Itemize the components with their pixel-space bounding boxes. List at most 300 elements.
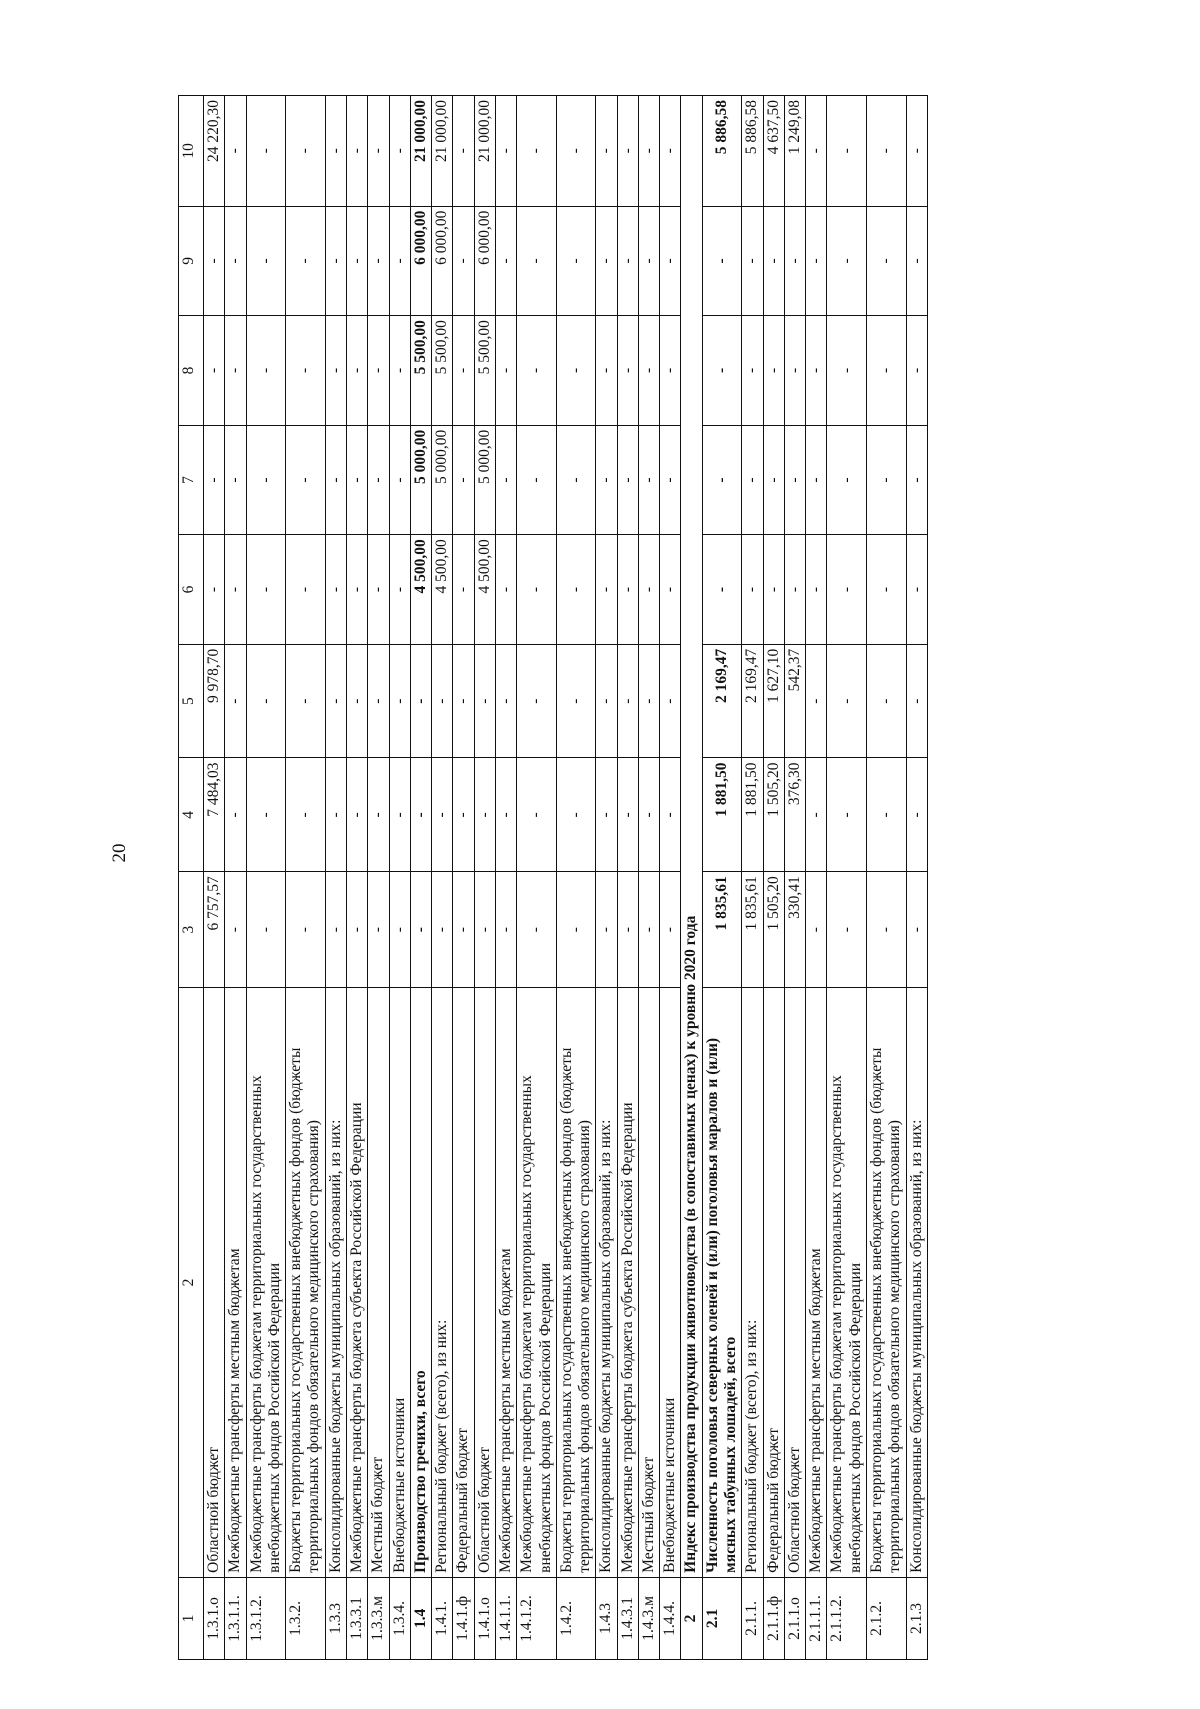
row-value-col-7: - bbox=[763, 425, 784, 535]
row-value-col-8: - bbox=[495, 316, 516, 426]
row-value-col-10: - bbox=[638, 96, 659, 207]
row-name: Межбюджетные трансферты местным бюджетам bbox=[806, 988, 827, 1578]
row-name: Межбюджетные трансферты бюджетам территориальных государственных внебюджетных фондов Российской Федерации bbox=[246, 988, 286, 1578]
row-code: 1.3.3.1 bbox=[346, 1577, 367, 1659]
row-value-col-9: - bbox=[742, 206, 763, 316]
row-value-col-5: - bbox=[432, 644, 453, 758]
row-value-col-3: 1 505,20 bbox=[763, 872, 784, 988]
row-code: 2.1.1.1. bbox=[806, 1577, 827, 1659]
row-value-col-9: - bbox=[596, 206, 617, 316]
row-value-col-10: - bbox=[389, 96, 410, 207]
row-value-col-10: 21 000,00 bbox=[474, 96, 495, 207]
table-row bbox=[806, 96, 827, 1660]
row-code: 2.1.1.2. bbox=[827, 1577, 867, 1659]
column-header-2: 2 bbox=[179, 988, 204, 1578]
row-value-col-5: - bbox=[346, 644, 367, 758]
row-value-col-8: - bbox=[742, 316, 763, 426]
row-value-col-5: - bbox=[660, 644, 681, 758]
row-value-col-6: - bbox=[867, 535, 907, 645]
row-value-col-6: - bbox=[906, 535, 927, 645]
row-name: Внебюджетные источники bbox=[389, 988, 410, 1578]
row-value-col-6: - bbox=[453, 535, 474, 645]
row-name: Федеральный бюджет bbox=[763, 988, 784, 1578]
row-value-col-4: - bbox=[346, 758, 367, 872]
row-value-col-4: 1 881,50 bbox=[742, 758, 763, 872]
row-value-col-4: - bbox=[495, 758, 516, 872]
row-name: Областной бюджет bbox=[474, 988, 495, 1578]
row-value-col-9: - bbox=[638, 206, 659, 316]
column-header-5: 5 bbox=[179, 644, 204, 758]
row-value-col-5: - bbox=[246, 644, 286, 758]
table-body bbox=[204, 96, 928, 1660]
row-value-col-10: - bbox=[325, 96, 346, 207]
row-value-col-5: - bbox=[286, 644, 326, 758]
row-value-col-10: 5 886,58 bbox=[742, 96, 763, 207]
row-value-col-6: - bbox=[556, 535, 596, 645]
row-value-col-3: - bbox=[474, 872, 495, 988]
row-value-col-4: - bbox=[368, 758, 389, 872]
row-value-col-7: - bbox=[225, 425, 246, 535]
row-name: Бюджеты территориальных государственных внебюджетных фондов (бюджеты территориальных фондов обязательного медицинского страхования) bbox=[867, 988, 907, 1578]
row-value-col-9: - bbox=[246, 206, 286, 316]
row-value-col-6: - bbox=[495, 535, 516, 645]
row-value-col-10: - bbox=[517, 96, 557, 207]
row-value-col-6: 4 500,00 bbox=[432, 535, 453, 645]
row-name: Межбюджетные трансферты местным бюджетам bbox=[225, 988, 246, 1578]
row-value-col-7: - bbox=[286, 425, 326, 535]
row-value-col-8: - bbox=[827, 316, 867, 426]
row-value-col-7: - bbox=[346, 425, 367, 535]
table-row bbox=[906, 96, 927, 1660]
column-header-9: 9 bbox=[179, 206, 204, 316]
row-value-col-8: - bbox=[617, 316, 638, 426]
row-value-col-8: - bbox=[368, 316, 389, 426]
row-value-col-8: - bbox=[204, 316, 225, 426]
row-value-col-5: - bbox=[474, 644, 495, 758]
table-row bbox=[346, 96, 367, 1660]
row-value-col-6: - bbox=[784, 535, 805, 645]
row-code: 2.1.1.о bbox=[784, 1577, 805, 1659]
row-value-col-9: - bbox=[495, 206, 516, 316]
row-code: 1.4.1.ф bbox=[453, 1577, 474, 1659]
row-value-col-4: - bbox=[906, 758, 927, 872]
row-value-col-4: - bbox=[286, 758, 326, 872]
row-code: 1.3.3.м bbox=[368, 1577, 389, 1659]
table-row bbox=[596, 96, 617, 1660]
row-value-col-3: - bbox=[325, 872, 346, 988]
row-value-col-10: 1 249,08 bbox=[784, 96, 805, 207]
row-value-col-3: - bbox=[596, 872, 617, 988]
row-value-col-6: - bbox=[204, 535, 225, 645]
row-code: 1.4 bbox=[410, 1577, 431, 1659]
row-value-col-3: - bbox=[867, 872, 907, 988]
column-header-1: 1 bbox=[179, 1577, 204, 1659]
row-value-col-5: - bbox=[827, 644, 867, 758]
row-code: 2 bbox=[681, 1577, 702, 1659]
row-value-col-7: - bbox=[368, 425, 389, 535]
row-value-col-7: - bbox=[806, 425, 827, 535]
row-value-col-4: - bbox=[806, 758, 827, 872]
row-name: Областной бюджет bbox=[204, 988, 225, 1578]
table-row bbox=[410, 96, 431, 1660]
column-header-6: 6 bbox=[179, 535, 204, 645]
row-value-col-3: - bbox=[806, 872, 827, 988]
table-row bbox=[517, 96, 557, 1660]
row-value-col-4: - bbox=[474, 758, 495, 872]
row-code: 1.4.3 bbox=[596, 1577, 617, 1659]
row-value-col-5: - bbox=[806, 644, 827, 758]
row-value-col-3: - bbox=[660, 872, 681, 988]
row-value-col-8: - bbox=[867, 316, 907, 426]
table-row bbox=[702, 96, 742, 1660]
rotated-table-container bbox=[178, 95, 1063, 1660]
row-value-col-3: - bbox=[827, 872, 867, 988]
row-value-col-3: - bbox=[368, 872, 389, 988]
row-code: 1.4.1.1. bbox=[495, 1577, 516, 1659]
row-value-col-6: 4 500,00 bbox=[474, 535, 495, 645]
row-value-col-6: - bbox=[246, 535, 286, 645]
row-value-col-8: 5 500,00 bbox=[410, 316, 431, 426]
table-row bbox=[453, 96, 474, 1660]
row-name: Бюджеты территориальных государственных внебюджетных фондов (бюджеты территориальных фондов обязательного медицинского страхования) bbox=[556, 988, 596, 1578]
row-value-col-8: - bbox=[225, 316, 246, 426]
row-value-col-5: - bbox=[517, 644, 557, 758]
column-header-3: 3 bbox=[179, 872, 204, 988]
row-value-col-3: 1 835,61 bbox=[742, 872, 763, 988]
row-value-col-7: - bbox=[389, 425, 410, 535]
row-value-col-7: - bbox=[325, 425, 346, 535]
row-code: 2.1.2. bbox=[867, 1577, 907, 1659]
row-name: Численность поголовья северных оленей и (или) поголовья маралов и (или) мясных табунных лошадей, всего bbox=[702, 988, 742, 1578]
table-row bbox=[617, 96, 638, 1660]
row-value-col-6: - bbox=[638, 535, 659, 645]
row-value-col-5: 2 169,47 bbox=[742, 644, 763, 758]
row-value-col-9: - bbox=[827, 206, 867, 316]
row-value-col-9: - bbox=[556, 206, 596, 316]
row-value-col-9: - bbox=[286, 206, 326, 316]
table-row bbox=[432, 96, 453, 1660]
row-value-col-4: 1 505,20 bbox=[763, 758, 784, 872]
row-value-col-10: - bbox=[556, 96, 596, 207]
row-value-col-7: - bbox=[596, 425, 617, 535]
row-value-col-5: - bbox=[638, 644, 659, 758]
row-value-col-4: - bbox=[410, 758, 431, 872]
page-number: 20 bbox=[109, 843, 130, 863]
row-value-col-8: - bbox=[596, 316, 617, 426]
row-value-col-6: - bbox=[596, 535, 617, 645]
row-value-col-9: - bbox=[806, 206, 827, 316]
row-name: Межбюджетные трансферты бюджетам территориальных государственных внебюджетных фондов Российской Федерации bbox=[517, 988, 557, 1578]
row-value-col-8: - bbox=[763, 316, 784, 426]
row-value-col-3: - bbox=[346, 872, 367, 988]
row-value-col-3: - bbox=[617, 872, 638, 988]
row-value-col-10: - bbox=[246, 96, 286, 207]
column-header-8: 8 bbox=[179, 316, 204, 426]
row-value-col-8: - bbox=[806, 316, 827, 426]
row-value-col-4: - bbox=[517, 758, 557, 872]
row-value-col-4: 376,30 bbox=[784, 758, 805, 872]
row-value-col-7: - bbox=[246, 425, 286, 535]
row-code: 1.4.1.о bbox=[474, 1577, 495, 1659]
table-row bbox=[495, 96, 516, 1660]
row-value-col-5: - bbox=[596, 644, 617, 758]
row-value-col-3: - bbox=[556, 872, 596, 988]
row-value-col-4: - bbox=[867, 758, 907, 872]
row-name: Региональный бюджет (всего), из них: bbox=[742, 988, 763, 1578]
table-row bbox=[742, 96, 763, 1660]
row-name: Консолидированные бюджеты муниципальных образований, из них: bbox=[325, 988, 346, 1578]
row-value-col-10: 24 220,30 bbox=[204, 96, 225, 207]
row-name: Производство гречихи, всего bbox=[410, 988, 431, 1578]
row-name: Внебюджетные источники bbox=[660, 988, 681, 1578]
row-value-col-3: - bbox=[286, 872, 326, 988]
row-code: 2.1 bbox=[702, 1577, 742, 1659]
table-row bbox=[681, 96, 702, 1660]
row-value-col-5: - bbox=[556, 644, 596, 758]
row-value-col-8: - bbox=[638, 316, 659, 426]
row-value-col-3: - bbox=[432, 872, 453, 988]
row-value-col-10: - bbox=[495, 96, 516, 207]
row-value-col-9: 6 000,00 bbox=[432, 206, 453, 316]
row-value-col-8: - bbox=[389, 316, 410, 426]
row-code: 1.3.1.о bbox=[204, 1577, 225, 1659]
row-code: 1.4.1. bbox=[432, 1577, 453, 1659]
row-value-col-3: - bbox=[906, 872, 927, 988]
row-value-col-3: - bbox=[410, 872, 431, 988]
row-value-col-7: - bbox=[638, 425, 659, 535]
row-value-col-4: - bbox=[432, 758, 453, 872]
row-value-col-10: - bbox=[596, 96, 617, 207]
row-code: 1.4.3.м bbox=[638, 1577, 659, 1659]
row-name: Бюджеты территориальных государственных внебюджетных фондов (бюджеты территориальных фондов обязательного медицинского страхования) bbox=[286, 988, 326, 1578]
row-value-col-10: - bbox=[867, 96, 907, 207]
row-value-col-9: - bbox=[368, 206, 389, 316]
row-value-col-10: - bbox=[225, 96, 246, 207]
row-value-col-7: 5 000,00 bbox=[410, 425, 431, 535]
row-value-col-4: - bbox=[556, 758, 596, 872]
row-value-col-5: - bbox=[410, 644, 431, 758]
row-value-col-6: - bbox=[763, 535, 784, 645]
row-value-col-10: - bbox=[806, 96, 827, 207]
row-value-col-3: - bbox=[495, 872, 516, 988]
row-value-col-4: - bbox=[389, 758, 410, 872]
row-value-col-8: - bbox=[660, 316, 681, 426]
table-row bbox=[246, 96, 286, 1660]
row-value-col-5: 542,37 bbox=[784, 644, 805, 758]
row-value-col-6: - bbox=[660, 535, 681, 645]
row-value-col-5: 2 169,47 bbox=[702, 644, 742, 758]
row-value-col-9: 6 000,00 bbox=[474, 206, 495, 316]
row-value-col-4: 1 881,50 bbox=[702, 758, 742, 872]
row-value-col-5: - bbox=[225, 644, 246, 758]
table-row bbox=[286, 96, 326, 1660]
row-value-col-10: - bbox=[660, 96, 681, 207]
row-value-col-10: - bbox=[453, 96, 474, 207]
row-value-col-7: - bbox=[867, 425, 907, 535]
row-name: Федеральный бюджет bbox=[453, 988, 474, 1578]
row-value-col-7: - bbox=[453, 425, 474, 535]
row-value-col-7: - bbox=[742, 425, 763, 535]
row-value-col-4: - bbox=[827, 758, 867, 872]
row-name: Областной бюджет bbox=[784, 988, 805, 1578]
row-value-col-5: 9 978,70 bbox=[204, 644, 225, 758]
row-value-col-7: - bbox=[495, 425, 516, 535]
table-row bbox=[389, 96, 410, 1660]
table-row bbox=[325, 96, 346, 1660]
row-value-col-10: - bbox=[346, 96, 367, 207]
row-value-col-7: - bbox=[517, 425, 557, 535]
row-value-col-10: 5 886,58 bbox=[702, 96, 742, 207]
row-value-col-6: - bbox=[325, 535, 346, 645]
table-row bbox=[784, 96, 805, 1660]
row-value-col-7: - bbox=[617, 425, 638, 535]
row-value-col-5: - bbox=[495, 644, 516, 758]
row-value-col-4: - bbox=[225, 758, 246, 872]
row-value-col-4: - bbox=[453, 758, 474, 872]
row-value-col-9: - bbox=[225, 206, 246, 316]
row-code: 1.4.2. bbox=[556, 1577, 596, 1659]
row-value-col-9: - bbox=[453, 206, 474, 316]
row-value-col-7: - bbox=[827, 425, 867, 535]
row-value-col-10: - bbox=[827, 96, 867, 207]
header-row bbox=[179, 96, 204, 1660]
row-name: Региональный бюджет (всего), из них: bbox=[432, 988, 453, 1578]
row-value-col-3: 6 757,57 bbox=[204, 872, 225, 988]
row-value-col-3: - bbox=[517, 872, 557, 988]
row-value-col-8: - bbox=[556, 316, 596, 426]
row-code: 2.1.3 bbox=[906, 1577, 927, 1659]
row-value-col-10: - bbox=[906, 96, 927, 207]
row-value-col-6: - bbox=[806, 535, 827, 645]
row-value-col-7: - bbox=[784, 425, 805, 535]
row-code: 1.3.4. bbox=[389, 1577, 410, 1659]
table-row bbox=[638, 96, 659, 1660]
table-row bbox=[204, 96, 225, 1660]
row-value-col-3: - bbox=[389, 872, 410, 988]
row-value-col-4: - bbox=[325, 758, 346, 872]
row-value-col-7: - bbox=[660, 425, 681, 535]
row-value-col-5: - bbox=[617, 644, 638, 758]
row-value-col-5: - bbox=[453, 644, 474, 758]
row-value-col-7: - bbox=[906, 425, 927, 535]
row-value-col-8: - bbox=[517, 316, 557, 426]
row-value-col-10: - bbox=[286, 96, 326, 207]
row-name: Консолидированные бюджеты муниципальных образований, из них: bbox=[906, 988, 927, 1578]
row-value-col-8: - bbox=[246, 316, 286, 426]
row-value-col-6: - bbox=[827, 535, 867, 645]
row-value-col-9: - bbox=[906, 206, 927, 316]
row-code: 1.4.3.1 bbox=[617, 1577, 638, 1659]
row-code: 1.3.1.2. bbox=[246, 1577, 286, 1659]
row-value-col-5: - bbox=[867, 644, 907, 758]
row-value-col-10: 4 637,50 bbox=[763, 96, 784, 207]
row-name: Местный бюджет bbox=[368, 988, 389, 1578]
row-value-col-6: - bbox=[225, 535, 246, 645]
row-value-col-8: - bbox=[286, 316, 326, 426]
row-value-col-4: - bbox=[246, 758, 286, 872]
row-value-col-9: 6 000,00 bbox=[410, 206, 431, 316]
row-value-col-10: - bbox=[617, 96, 638, 207]
row-value-col-7: 5 000,00 bbox=[474, 425, 495, 535]
row-value-col-3: - bbox=[638, 872, 659, 988]
row-code: 1.4.1.2. bbox=[517, 1577, 557, 1659]
row-value-col-7: - bbox=[702, 425, 742, 535]
row-name: Межбюджетные трансферты бюджетам территориальных государственных внебюджетных фондов Российской Федерации bbox=[827, 988, 867, 1578]
row-name: Межбюджетные трансферты местным бюджетам bbox=[495, 988, 516, 1578]
row-value-col-9: - bbox=[389, 206, 410, 316]
row-value-col-6: - bbox=[286, 535, 326, 645]
row-value-col-8: 5 500,00 bbox=[474, 316, 495, 426]
row-value-col-5: - bbox=[906, 644, 927, 758]
row-value-col-8: - bbox=[906, 316, 927, 426]
row-value-col-8: - bbox=[702, 316, 742, 426]
row-code: 1.3.3 bbox=[325, 1577, 346, 1659]
row-code: 1.3.2. bbox=[286, 1577, 326, 1659]
row-value-col-4: - bbox=[660, 758, 681, 872]
row-code: 2.1.1. bbox=[742, 1577, 763, 1659]
row-value-col-3: - bbox=[225, 872, 246, 988]
row-value-col-8: - bbox=[325, 316, 346, 426]
row-value-col-6: - bbox=[702, 535, 742, 645]
row-code: 1.4.4. bbox=[660, 1577, 681, 1659]
row-value-col-9: - bbox=[784, 206, 805, 316]
budget-table bbox=[178, 95, 928, 1660]
row-value-col-3: - bbox=[246, 872, 286, 988]
row-value-col-5: 1 627,10 bbox=[763, 644, 784, 758]
row-value-col-6: - bbox=[368, 535, 389, 645]
row-value-col-10: - bbox=[368, 96, 389, 207]
row-name: Местный бюджет bbox=[638, 988, 659, 1578]
row-code: 2.1.1.ф bbox=[763, 1577, 784, 1659]
row-value-col-10: 21 000,00 bbox=[410, 96, 431, 207]
row-value-col-4: 7 484,03 bbox=[204, 758, 225, 872]
row-value-col-9: - bbox=[660, 206, 681, 316]
row-value-col-6: - bbox=[389, 535, 410, 645]
row-code: 1.3.1.1. bbox=[225, 1577, 246, 1659]
row-value-col-9: - bbox=[617, 206, 638, 316]
row-value-col-4: - bbox=[596, 758, 617, 872]
row-value-col-8: - bbox=[453, 316, 474, 426]
table-row bbox=[827, 96, 867, 1660]
row-value-col-9: - bbox=[517, 206, 557, 316]
row-name: Межбюджетные трансферты бюджета субъекта Российской Федерации bbox=[617, 988, 638, 1578]
row-value-col-5: - bbox=[368, 644, 389, 758]
row-value-col-9: - bbox=[325, 206, 346, 316]
row-value-col-9: - bbox=[346, 206, 367, 316]
row-value-col-3: 1 835,61 bbox=[702, 872, 742, 988]
row-value-col-6: - bbox=[742, 535, 763, 645]
row-value-col-8: - bbox=[346, 316, 367, 426]
row-name: Межбюджетные трансферты бюджета субъекта Российской Федерации bbox=[346, 988, 367, 1578]
table-row bbox=[556, 96, 596, 1660]
table-row bbox=[474, 96, 495, 1660]
table-row bbox=[660, 96, 681, 1660]
row-value-col-3: - bbox=[453, 872, 474, 988]
row-value-col-7: - bbox=[556, 425, 596, 535]
row-value-col-7: 5 000,00 bbox=[432, 425, 453, 535]
row-value-col-5: - bbox=[389, 644, 410, 758]
table-row bbox=[867, 96, 907, 1660]
column-header-10: 10 bbox=[179, 96, 204, 207]
table-row bbox=[368, 96, 389, 1660]
row-value-col-6: - bbox=[517, 535, 557, 645]
column-header-7: 7 bbox=[179, 425, 204, 535]
table-row bbox=[225, 96, 246, 1660]
row-value-col-10: 21 000,00 bbox=[432, 96, 453, 207]
row-name: Индекс производства продукции животноводства (в сопоставимых ценах) к уровню 2020 года bbox=[681, 96, 702, 1578]
row-value-col-4: - bbox=[617, 758, 638, 872]
row-value-col-5: - bbox=[325, 644, 346, 758]
